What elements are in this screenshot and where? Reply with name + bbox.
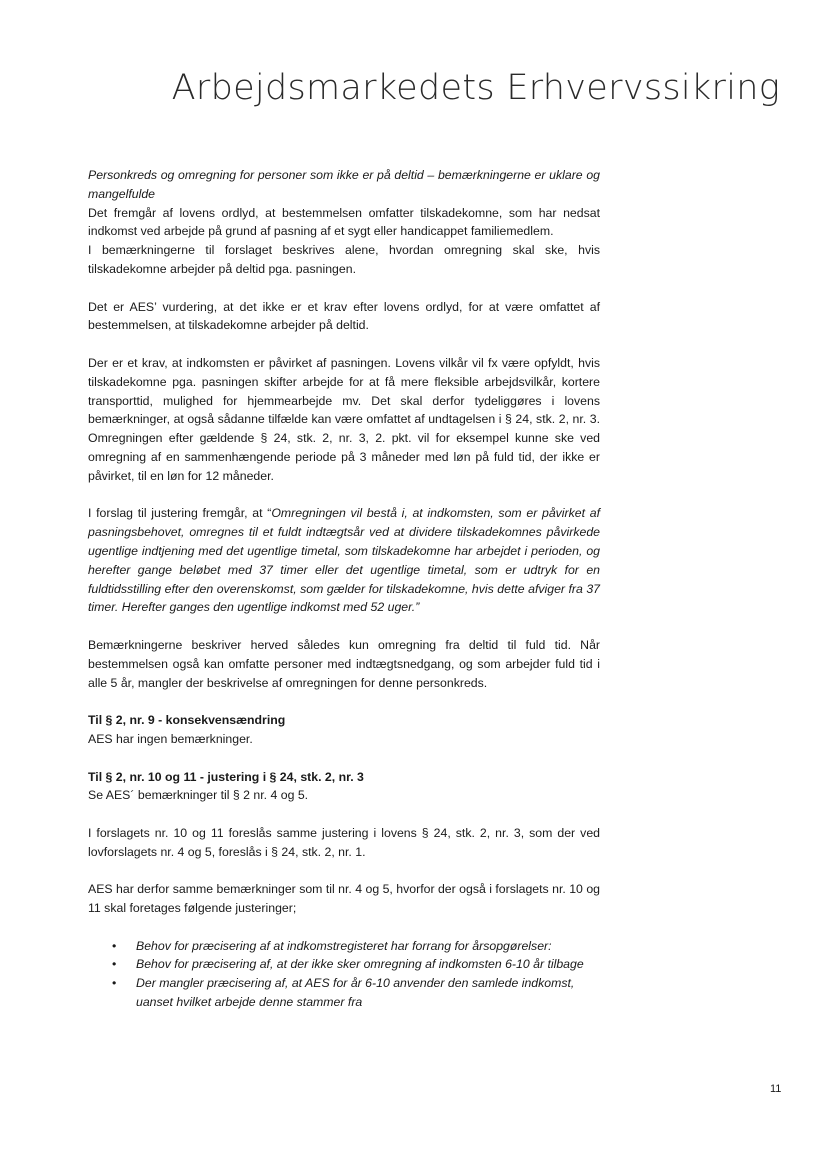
section-heading: Til § 2, nr. 10 og 11 - justering i § 24, stk. 2, nr. 3 [88,769,364,784]
paragraph: Der er et krav, at indkomsten er påvirket af pasningen. Lovens vilkår vil fx være opfyldt, hvis tilskadekomne pga. pasningen skifter arbejde for at få mere fleksible arbejdsvilkår, kortere transporttid, mulighed for hjemmearbejde mv. Det skal derfor tydeliggøres i lovens bemærkninger, at også sådanne tilfælde kan være omfattet af undtagelsen i § 24, stk. 2, nr. 3. Omregningen efter gældende § 24, stk. 2, nr. 3, 2. pkt. vil for eksempel kunne ske ved omregning af en sammenhængende periode på 3 måneder med løn på fuld tid, der ikke er påvirket, til en løn for 12 måneder. [88,355,600,483]
list-item-text: Behov for præcisering af, at der ikke sker omregning af indkomsten 6-10 år tilbage [136,957,584,972]
section-heading: Til § 2, nr. 9 - konsekvensændring [88,713,286,728]
section-paragraph [88,768,600,806]
quote-text: Omregningen vil bestå i, at indkomsten, som er påvirket af pasningsbehovet, omregnes til et fuldt indtægtsår ved at dividere tilskadekomnes påvirkede ugentlige indtjening med det ugentlige timetal, som tilskadekomne har arbejdet i perioden, og herefter gange beløbet med 37 timer eller det ugentlige timetal, som er udtryk for en fuldtidsstilling efter den overenskomst, som gælder for tilskadekomne, hvis dette afviger fra 37 timer. Herefter ganges den ugentlige indkomst med 52 uger.” [88,506,600,615]
paragraph: I forslagets nr. 10 og 11 foreslås samme justering i lovens § 24, stk. 2, nr. 3, som der ved lovforslagets nr. 4 og 5, foreslås i § 24, stk. 2, nr. 1. [88,825,600,859]
paragraph: I bemærkningerne til forslaget beskrives alene, hvordan omregning skal ske, hvis tilskadekomne arbejder på deltid pga. pasningen. [88,243,600,276]
list-item-text: Behov for præcisering af at indkomstregisteret har forrang for årsopgørelser: [136,938,552,953]
paragraph: Det er AES’ vurdering, at det ikke er et krav efter lovens ordlyd, for at være omfattet af bestemmelsen, at tilskadekomne arbejder på deltid. [88,299,600,333]
section-intro [88,166,600,279]
organization-title: Arbejdsmarkedets Erhvervssikring [171,68,780,108]
paragraph: Det fremgår af lovens ordlyd, at bestemmelsen omfatter tilskadekomne, som har nedsat indkomst ved arbejde på grund af pasning af et sygt eller handicappet familiemedlem. [88,205,600,239]
section-title: Personkreds og omregning for personer som ikke er på deltid – bemærkningerne er uklare og mangelfulde [88,168,600,201]
quote-lead: I forslag til justering fremgår, at “ [88,506,272,521]
paragraph: Bemærkningerne beskriver herved således kun omregning fra deltid til fuld tid. Når bestemmelsen også kan omfatte personer med indtægtsnedgang, og som arbejder fuld tid i alle 5 år, mangler der beskrivelse af omregningen for denne personkreds. [88,637,600,690]
paragraph: AES har derfor samme bemærkninger som til nr. 4 og 5, hvorfor der også i forslagets nr. 10 og 11 skal foretages følgende justeringer; [88,882,600,916]
bullet-list [88,937,600,1012]
bullet-icon: • [112,957,117,972]
bullet-icon: • [112,976,117,991]
section-paragraph [88,711,600,749]
bullet-icon: • [112,938,117,953]
list-item [88,974,600,1012]
list-item [88,955,600,974]
paragraph: AES har ingen bemærkninger. [88,731,253,746]
list-item-text: Der mangler præcisering af, at AES for år 6-10 anvender den samlede indkomst, uanset hvilket arbejde denne stammer fra [136,976,575,1010]
document-body [88,166,600,1012]
paragraph: Se AES´ bemærkninger til § 2 nr. 4 og 5. [88,788,309,803]
quote-paragraph [88,504,600,617]
list-item [88,937,600,956]
page-number: 11 [770,1083,782,1095]
